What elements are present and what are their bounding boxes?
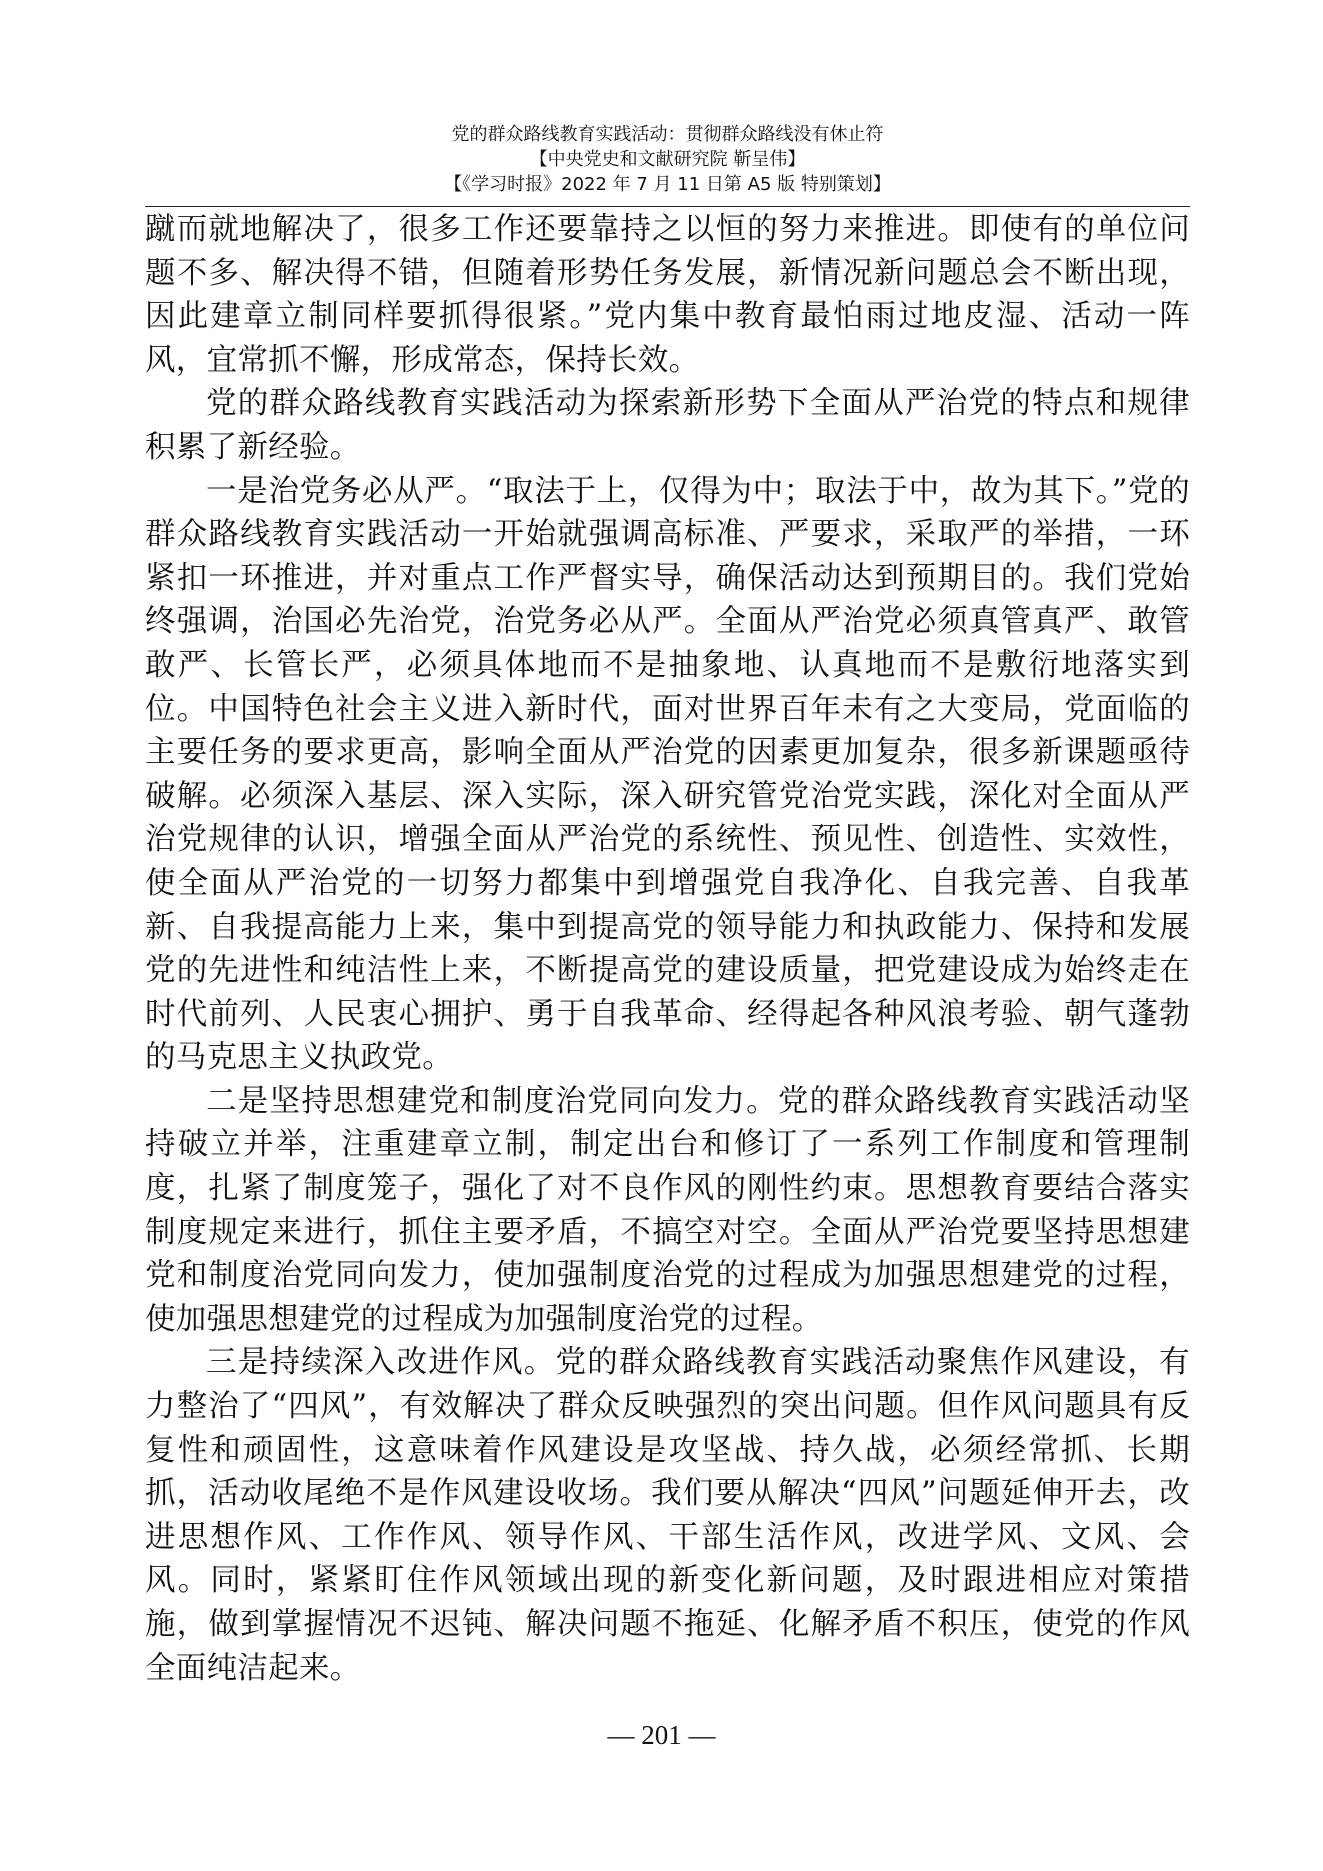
header-author: 【中央党史和文献研究院 靳呈伟】 xyxy=(529,149,806,170)
header-divider xyxy=(145,206,1190,207)
article-body xyxy=(145,208,1190,1690)
header-source: 【《学习时报》2022 年 7 月 11 日第 A5 版 特别策划】 xyxy=(444,174,891,195)
paragraph-continued: 蹴而就地解决了，很多工作还要靠持之以恒的努力来推进。即使有的单位问题不多、解决得不错，但随着形势任务发展，新情况新问题总会不断出现，因此建章立制同样要抓得很紧。”党内集中教育最怕雨过地皮湿、活动一阵风，宜常抓不懈，形成常态，保持长效。 xyxy=(145,212,1190,378)
page-header xyxy=(145,122,1190,197)
page-number: — 201 — xyxy=(607,1720,716,1750)
paragraph-point-one: 一是治党务必从严。“取法于上，仅得为中；取法于中，故为其下。”党的群众路线教育实践活动一开始就强调高标准、严要求，采取严的举措，一环紧扣一环推进，并对重点工作严督实导，确保活动达到预期目的。我们党始终强调，治国必先治党，治党务必从严。全面从严治党必须真管真严、敢管敢严、长管长严，必须具体地而不是抽象地、认真地而不是敷衍地落实到位。中国特色社会主义进入新时代，面对世界百年未有之大变局，党面临的主要任务的要求更高，影响全面从严治党的因素更加复杂，很多新课题亟待破解。必须深入基层、深入实际，深入研究管党治党实践，深化对全面从严治党规律的认识，增强全面从严治党的系统性、预见性、创造性、实效性，使全面从严治党的一切努力都集中到增强党自我净化、自我完善、自我革新、自我提高能力上来，集中到提高党的领导能力和执政能力、保持和发展党的先进性和纯洁性上来，不断提高党的建设质量，把党建设成为始终走在时代前列、人民衷心拥护、勇于自我革命、经得起各种风浪考验、朝气蓬勃的马克思主义执政党。 xyxy=(145,473,1190,1076)
paragraph-point-two: 二是坚持思想建党和制度治党同向发力。党的群众路线教育实践活动坚持破立并举，注重建章立制，制定出台和修订了一系列工作制度和管理制度，扎紧了制度笼子，强化了对不良作风的刚性约束。思想教育要结合落实制度规定来进行，抓住主要矛盾，不搞空对空。全面从严治党要坚持思想建党和制度治党同向发力，使加强制度治党的过程成为加强思想建党的过程，使加强思想建党的过程成为加强制度治党的过程。 xyxy=(145,1083,1190,1337)
paragraph-point-three: 三是持续深入改进作风。党的群众路线教育实践活动聚焦作风建设，有力整治了“四风”，有效解决了群众反映强烈的突出问题。但作风问题具有反复性和顽固性，这意味着作风建设是攻坚战、持久战，必须经常抓、长期抓，活动收尾绝不是作风建设收场。我们要从解决“四风”问题延伸开去，改进思想作风、工作作风、领导作风、干部生活作风，改进学风、文风、会风。同时，紧紧盯住作风领域出现的新变化新问题，及时跟进相应对策措施，做到掌握情况不迟钝、解决问题不拖延、化解矛盾不积压，使党的作风全面纯洁起来。 xyxy=(145,1345,1190,1686)
paragraph-intro: 党的群众路线教育实践活动为探索新形势下全面从严治党的特点和规律积累了新经验。 xyxy=(145,386,1190,465)
header-title: 党的群众路线教育实践活动：贯彻群众路线没有休止符 xyxy=(451,124,884,145)
